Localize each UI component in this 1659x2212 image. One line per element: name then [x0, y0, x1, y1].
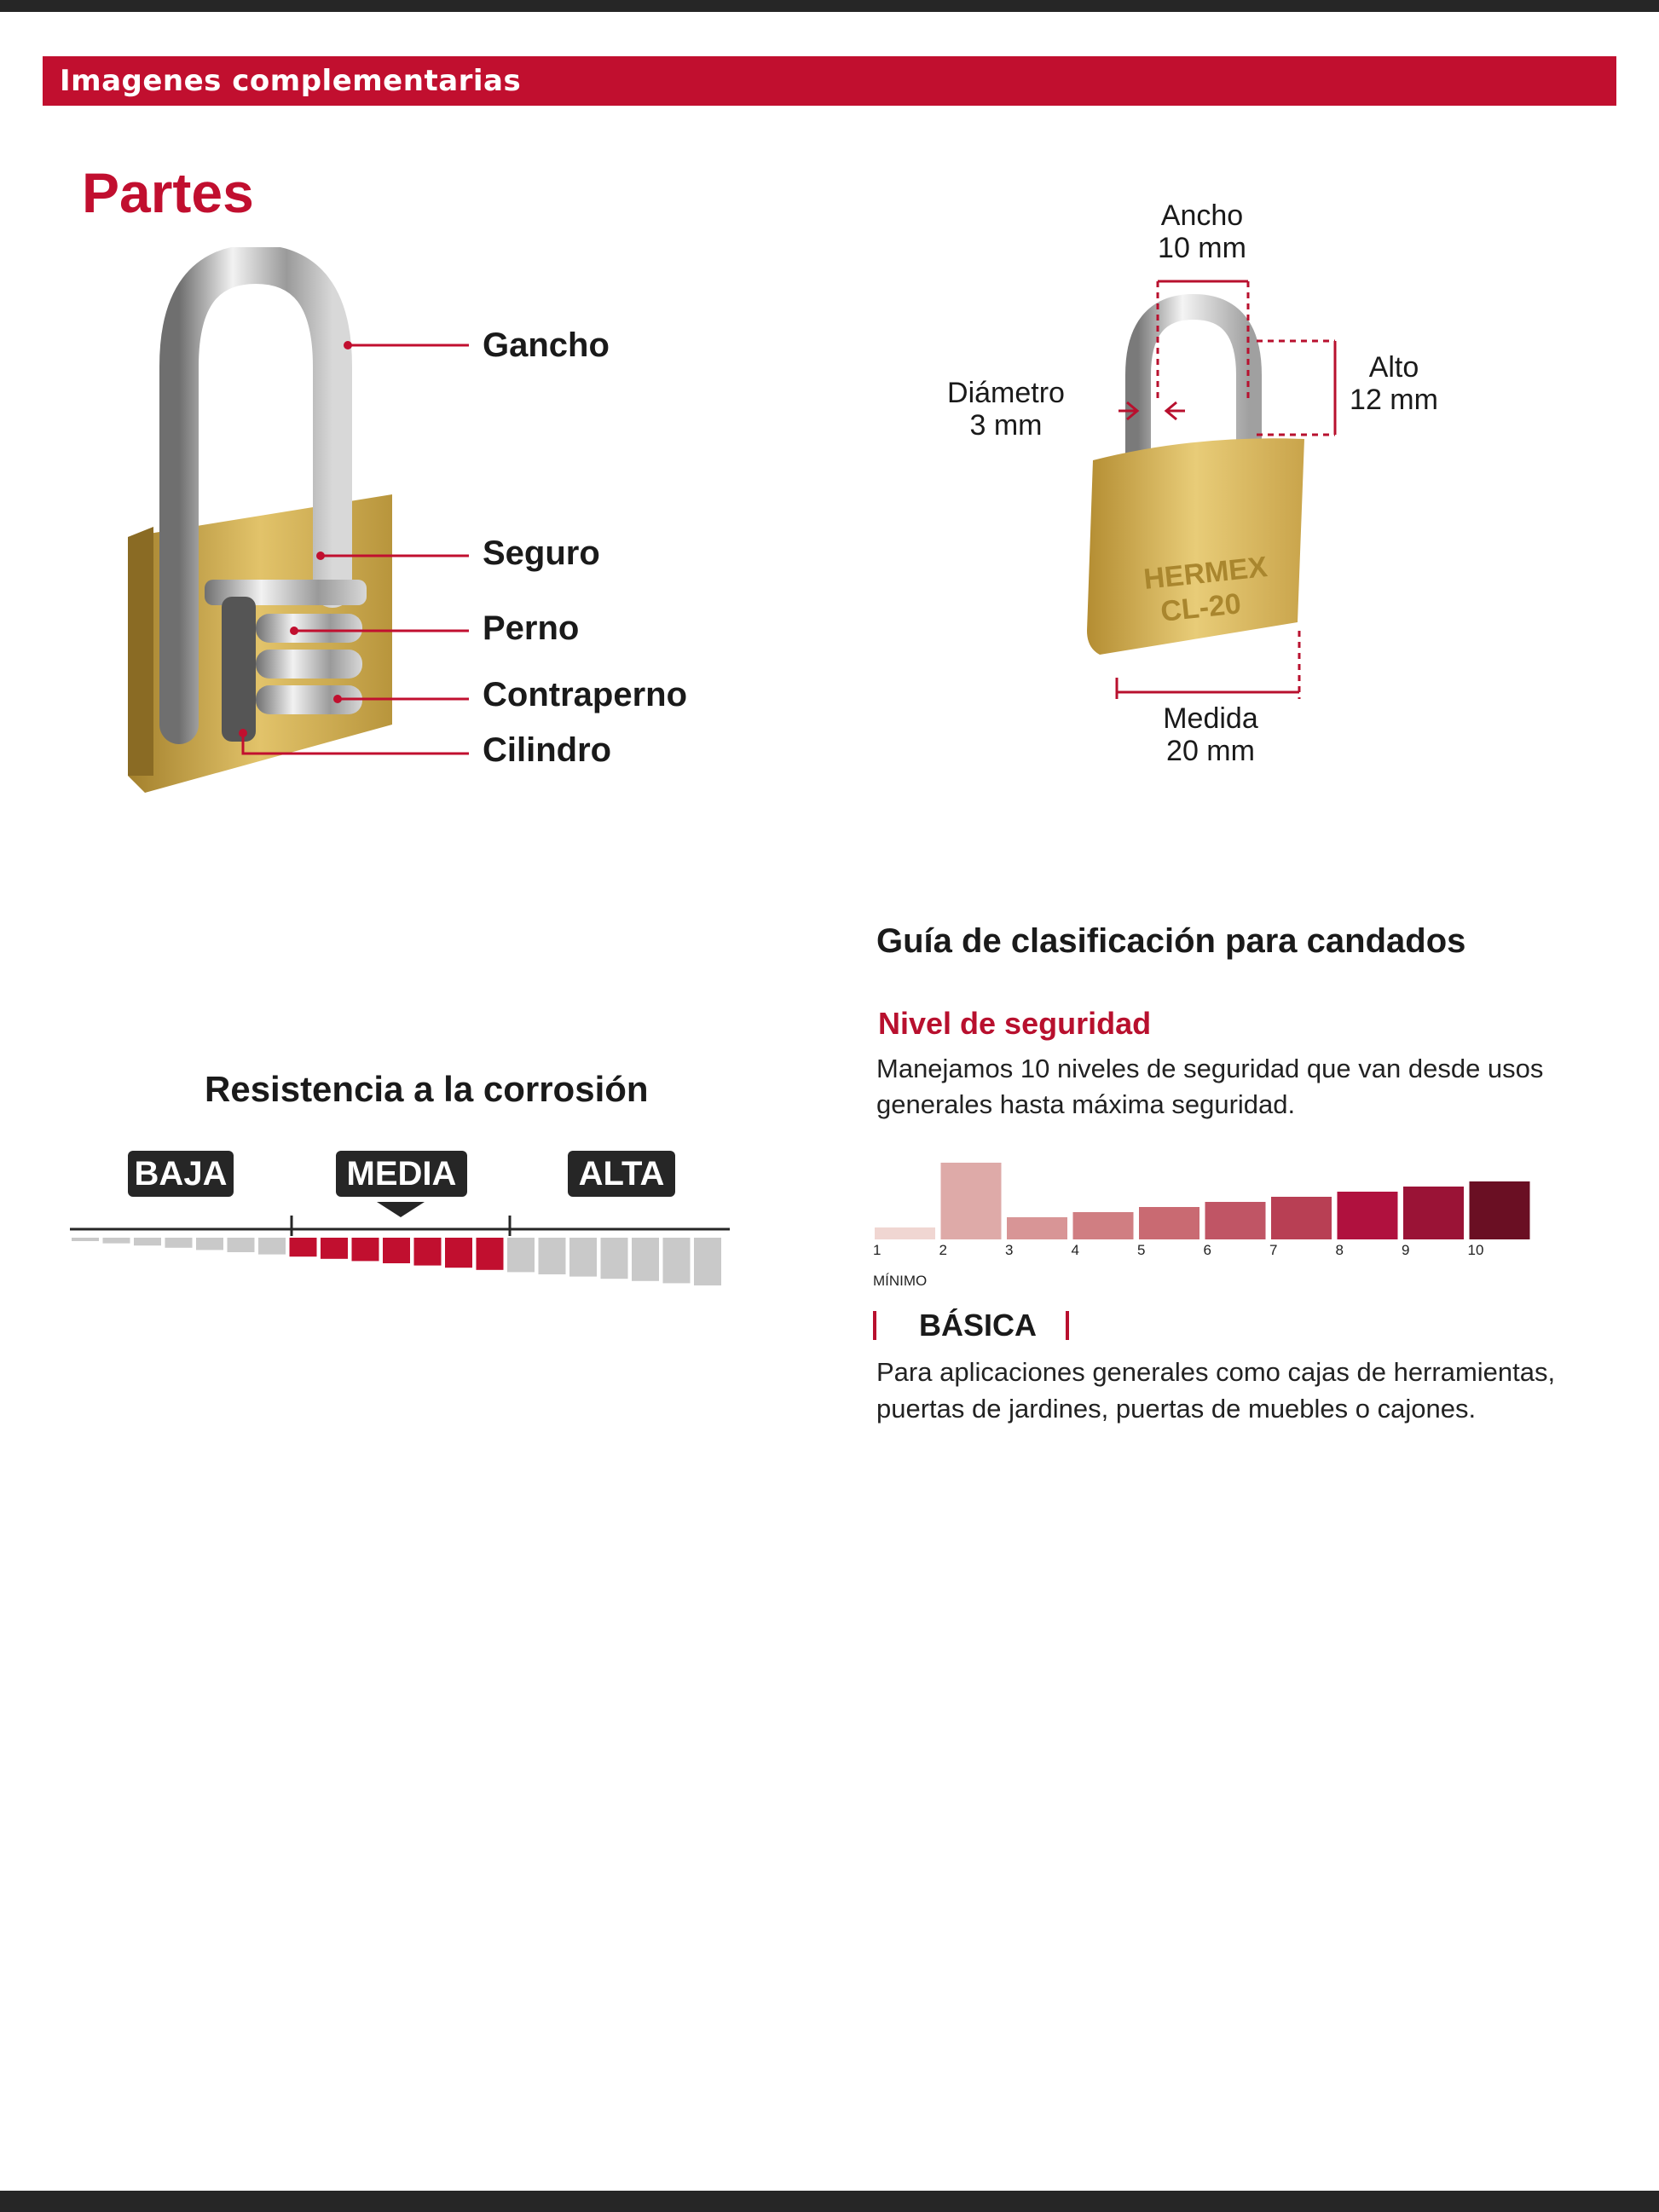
label-gancho: Gancho	[483, 326, 610, 364]
badge-alta: ALTA	[568, 1151, 675, 1197]
label-cilindro: Cilindro	[483, 731, 612, 769]
security-level-label-2: 2	[939, 1242, 947, 1258]
corrosion-title: Resistencia a la corrosión	[205, 1069, 649, 1109]
security-level-bar-7	[1271, 1197, 1332, 1239]
section-header: Imagenes complementarias	[43, 56, 1616, 106]
security-level-label-5: 5	[1137, 1242, 1146, 1258]
partes-title: Partes	[82, 161, 254, 224]
corrosion-segment	[228, 1238, 255, 1252]
minimo-label: MÍNIMO	[873, 1273, 928, 1287]
category-bar-right	[1066, 1311, 1069, 1340]
combination-padlock-image	[119, 247, 494, 801]
security-level-bar-9	[1403, 1187, 1464, 1239]
corrosion-segment	[601, 1238, 628, 1279]
category-description-line-1: Para aplicaciones generales como cajas de herramientas,	[876, 1357, 1556, 1387]
top-bar	[0, 0, 1659, 12]
security-level-bar-3	[1007, 1217, 1067, 1239]
corrosion-segment	[383, 1238, 410, 1263]
corrosion-segment	[694, 1238, 721, 1285]
security-level-label-4: 4	[1071, 1242, 1079, 1258]
label-seguro: Seguro	[483, 534, 600, 572]
label-perno: Perno	[483, 609, 580, 647]
corrosion-scale	[68, 1193, 733, 1304]
security-level-bar-10	[1470, 1181, 1530, 1239]
security-level-label-1: 1	[873, 1242, 882, 1258]
guide-description-line-1: Manejamos 10 niveles de seguridad que van desde usos	[876, 1054, 1544, 1083]
corrosion-segment	[290, 1238, 317, 1256]
label-contraperno: Contraperno	[483, 676, 687, 713]
security-level-label-10: 10	[1467, 1242, 1484, 1258]
category-description-line-2: puertas de jardines, puertas de muebles o cajones.	[876, 1394, 1477, 1424]
security-level-label-9: 9	[1402, 1242, 1410, 1258]
category-title: BÁSICA	[919, 1308, 1038, 1343]
corrosion-segment	[477, 1238, 504, 1270]
alto-dimension: Alto 12 mm	[1350, 351, 1438, 416]
corrosion-segment	[352, 1238, 379, 1261]
corrosion-segment	[663, 1238, 691, 1283]
corrosion-segment	[258, 1238, 286, 1255]
badge-media: MEDIA	[336, 1151, 467, 1197]
diametro-dimension: Diámetro 3 mm	[947, 377, 1065, 442]
corrosion-segment	[134, 1238, 161, 1245]
guide-description-line-2: generales hasta máxima seguridad.	[876, 1089, 1296, 1119]
dimension-lines	[1083, 256, 1373, 716]
security-level-label-3: 3	[1005, 1242, 1014, 1258]
security-level-label-7: 7	[1269, 1242, 1278, 1258]
security-level-bar-4	[1073, 1212, 1134, 1239]
model-engraving: CL-20	[1159, 587, 1243, 628]
security-level-bar-2	[941, 1163, 1002, 1239]
brand-engraving: HERMEX	[1142, 550, 1269, 596]
corrosion-segment	[539, 1238, 566, 1274]
corrosion-segment	[321, 1238, 348, 1259]
medida-dimension: Medida 20 mm	[1163, 702, 1258, 767]
bottom-bar	[0, 2191, 1659, 2212]
corrosion-segment	[196, 1238, 223, 1250]
security-level-bar-5	[1139, 1207, 1199, 1239]
corrosion-segment	[445, 1238, 472, 1268]
security-level-label-6: 6	[1203, 1242, 1211, 1258]
corrosion-segment	[165, 1238, 193, 1248]
security-level-label-8: 8	[1335, 1242, 1344, 1258]
corrosion-segment	[632, 1238, 659, 1281]
nivel-title: Nivel de seguridad	[878, 1006, 1152, 1041]
corrosion-segment	[414, 1238, 442, 1266]
corrosion-segment	[72, 1238, 99, 1241]
security-level-chart	[870, 1151, 1552, 1287]
corrosion-segment	[103, 1238, 130, 1244]
security-level-bar-1	[875, 1227, 935, 1239]
corrosion-segment	[569, 1238, 597, 1277]
guide-title: Guía de clasificación para candados	[876, 922, 1466, 960]
category-bar-left	[873, 1311, 876, 1340]
corrosion-segment	[507, 1238, 535, 1272]
ancho-dimension: Ancho 10 mm	[1158, 199, 1246, 264]
security-level-bar-6	[1205, 1202, 1266, 1239]
media-pointer-icon	[377, 1202, 425, 1217]
badge-baja: BAJA	[128, 1151, 234, 1197]
security-level-bar-8	[1338, 1192, 1398, 1239]
